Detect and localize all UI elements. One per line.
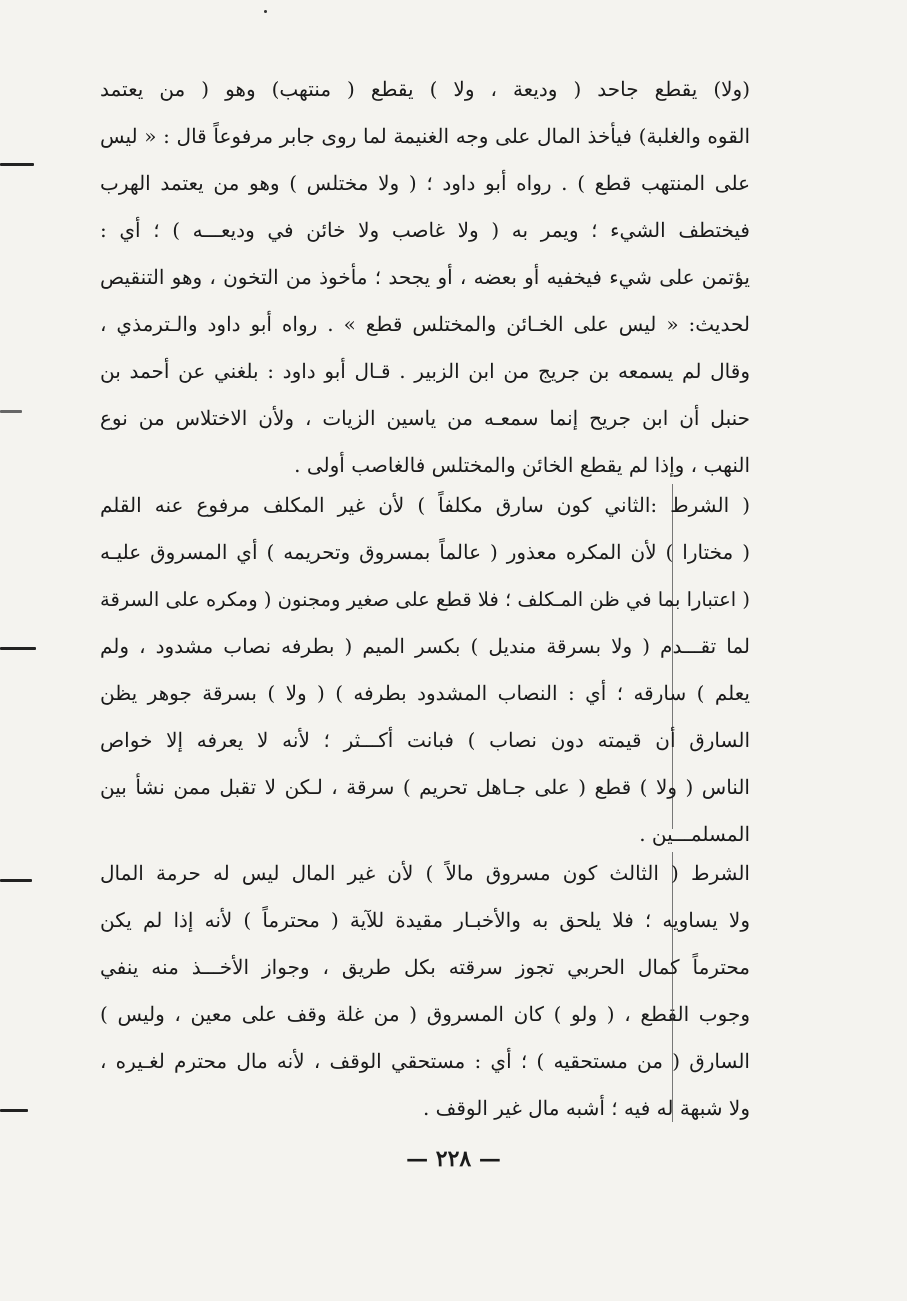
text-line: على المنتهب قطع ) . رواه أبو داود ؛ ( ولا مختلس ) وهو من يعتمد الهرب (100, 171, 750, 195)
text-line: وقال لم يسمعه بن جريج من ابن الزبير . قـال أبو داود : بلغني عن أحمد بن (100, 359, 750, 383)
text-line: الشرط ( الثالث كون مسروق مالاً ) لأن غير المال ليس له حرمة المال (100, 861, 750, 885)
text-line: القوه والغلبة) فيأخذ المال على وجه الغنيمة لما روى جابر مرفوعاً قال : « ليس (100, 124, 750, 148)
text-line: المسلمـــين . (639, 822, 750, 846)
margin-mark (0, 647, 36, 650)
text-line: لما تقـــدم ( ولا بسرقة منديل ) بكسر الميم ( بطرفه نصاب مشدود ، ولم (100, 634, 750, 658)
text-line: الناس ( ولا ) قطع ( على جـاهل تحريم ) سرقة ، لـكن لا تقبل ممن نشأ بين (100, 775, 750, 799)
text-line: حنبل أن ابن جريح إنما سمعـه من ياسين الزيات ، ولأن الاختلاس من نوع (100, 406, 750, 430)
paragraph-2 (100, 482, 750, 858)
text-line: ( اعتبارا بما في ظن المـكلف ؛ فلا قطع على صغير ومجنون ( ومكره على السرقة (100, 588, 750, 611)
text-line: السارق ( من مستحقيه ) ؛ أي : مستحقي الوقف ، لأنه مال محترم لغـيره ، (100, 1049, 750, 1073)
text-line: النهب ، وإذا لم يقطع الخائن والمختلس فالغاصب أولى . (294, 453, 750, 477)
text-line: فيختطف الشيء ؛ ويمر به ( ولا غاصب ولا خائن في وديعـــه ) ؛ أي : (100, 218, 750, 242)
text-line: ولا يساويه ؛ فلا يلحق به والأخبـار مقيدة للآية ( محترماً ) لأنه إذا لم يكن (100, 908, 750, 932)
margin-mark (0, 1109, 28, 1112)
text-line: يعلم ) سارقه ؛ أي : النصاب المشدود بطرفه ) ( ولا ) بسرقة جوهر يظن (100, 681, 750, 705)
text-line: يؤتمن على شيء فيخفيه أو بعضه ، أو يجحد ؛ مأخوذ من التخون ، وهو التنقيص (100, 265, 750, 289)
paragraph-3 (100, 850, 750, 1132)
page-number: — ٢٢٨ — (406, 1146, 501, 1172)
margin-mark (0, 410, 22, 413)
text-line: ( مختارا ) لأن المكره معذور ( عالماً بمسروق وتحريمه ) أي المسروق عليـه (100, 540, 750, 564)
margin-mark (0, 163, 34, 166)
text-line: ولا شبهة له فيه ؛ أشبه مال غير الوقف . (422, 1096, 750, 1120)
margin-mark (0, 879, 32, 882)
text-line: محترماً كمال الحربي تجوز سرقته بكل طريق ، وجواز الأخـــذ منه ينفي (100, 955, 750, 979)
text-line: السارق أن قيمته دون نصاب ) فبانت أكـــثر ؛ لأنه لا يعرفه إلا خواص (100, 728, 750, 752)
text-line: (ولا) يقطع جاحد ( وديعة ، ولا ) يقطع ( منتهب) وهو ( من يعتمد (100, 77, 750, 101)
text-line: لحديث: « ليس على الخـائن والمختلس قطع » . رواه أبو داود والـترمذي ، (100, 312, 750, 336)
text-line: ( الشرط :الثاني كون سارق مكلفاً ) لأن غير المكلف مرفوع عنه القلم (100, 493, 750, 517)
scan-dot (264, 10, 267, 13)
text-line: وجوب القطع ، ( ولو ) كان المسروق ( من غلة وقف على معين ، وليس ) (100, 1002, 750, 1026)
paragraph-1 (100, 66, 750, 489)
